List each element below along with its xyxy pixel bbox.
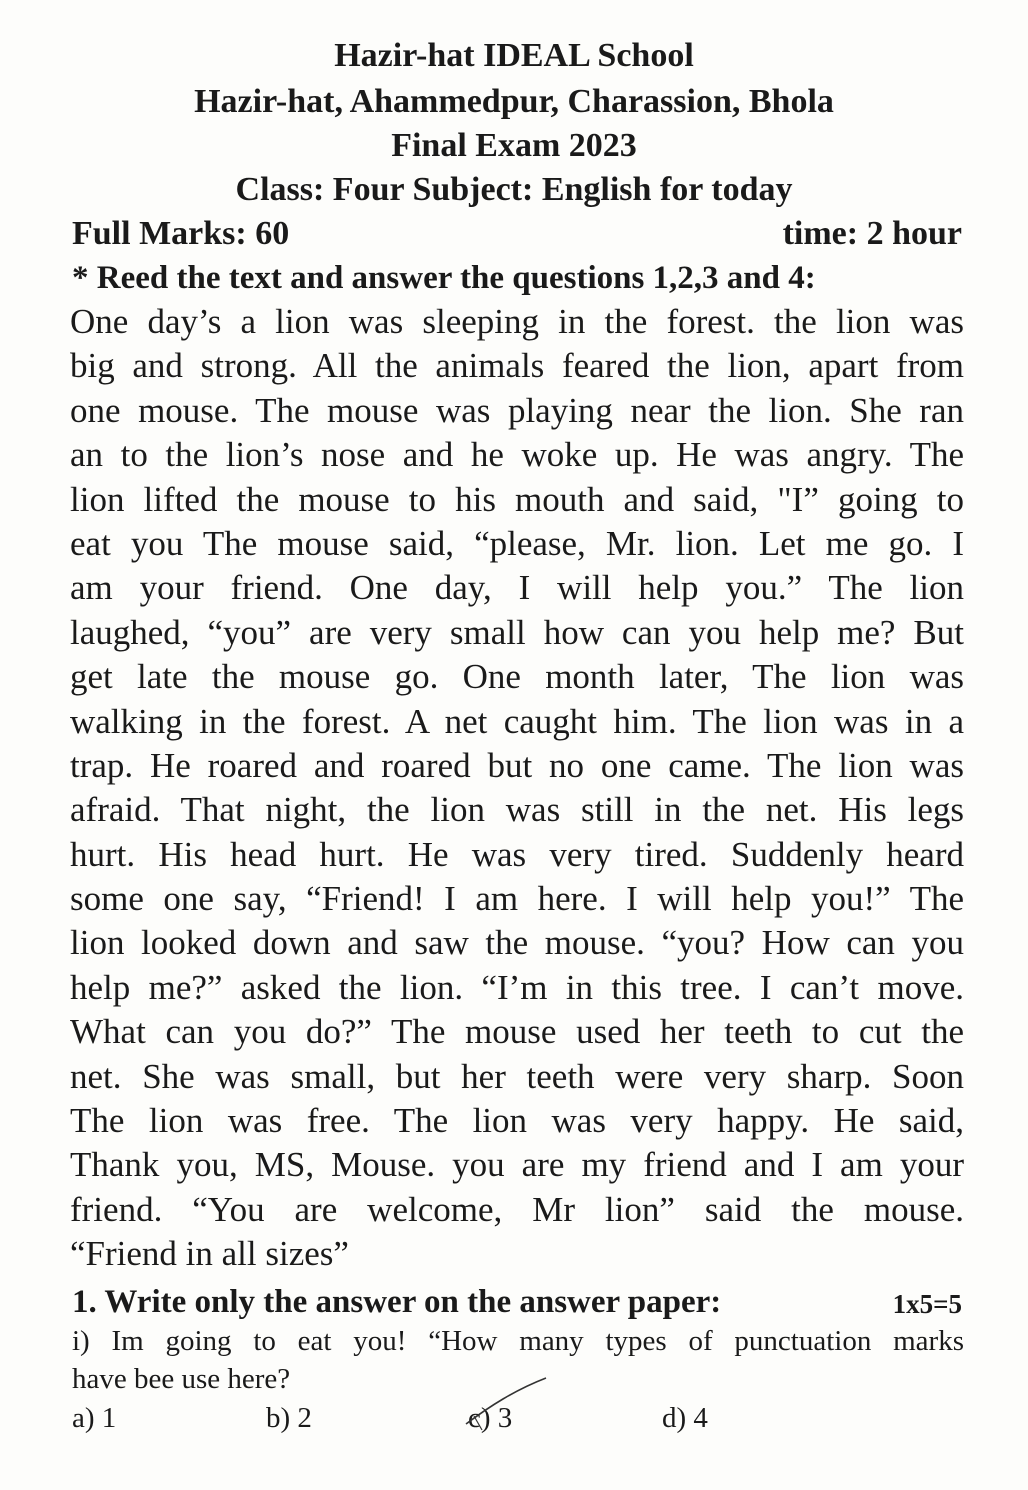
passage-line: trap. He roared and roared but no one came. The lion was [70, 745, 964, 785]
option-b: b) 2 [266, 1402, 312, 1434]
passage-line: lion looked down and saw the mouse. “you? How can you [70, 923, 964, 963]
passage-line: The lion was free. The lion was very happy. He said, [70, 1101, 964, 1141]
passage-line: an to the lion’s nose and he woke up. He was angry. The [70, 435, 964, 475]
passage-line: What can you do?” The mouse used her teeth to cut the [70, 1012, 964, 1052]
passage-line: net. She was small, but her teeth were very sharp. Soon [70, 1056, 964, 1096]
passage-line: afraid. That night, the lion was still in the net. His legs [70, 790, 964, 830]
passage-line: eat you The mouse said, “please, Mr. lion. Let me go. I [70, 523, 964, 563]
passage-line: one mouse. The mouse was playing near the lion. She ran [70, 390, 964, 430]
school-name: Hazir-hat IDEAL School [334, 37, 694, 74]
school-address: Hazir-hat, Ahammedpur, Charassion, Bhola [194, 83, 834, 120]
question-1-item-i [72, 1322, 964, 1398]
question-1-title: 1. Write only the answer on the answer paper: [72, 1284, 722, 1320]
exam-title: Final Exam 2023 [391, 127, 637, 164]
option-c: c) 3 [468, 1402, 513, 1434]
passage-line: get late the mouse go. One month later, The lion was [70, 657, 964, 697]
exam-time: time: 2 hour [782, 215, 962, 252]
passage-line: some one say, “Friend! I am here. I will help you!” The [70, 879, 964, 919]
question-1-heading [72, 1280, 962, 1324]
passage-line: Thank you, MS, Mouse. you are my friend and I am your [70, 1145, 964, 1185]
passage-line: friend. “You are welcome, Mr lion” said the mouse. [70, 1189, 964, 1229]
full-marks: Full Marks: 60 [72, 215, 290, 252]
passage-line: walking in the forest. A net caught him. The lion was in a [70, 701, 964, 741]
question-line: i) Im going to eat you! “How many types of punctuation marks [72, 1325, 964, 1357]
passage-line: hurt. His head hurt. He was very tired. Suddenly heard [70, 834, 964, 874]
passage-line: “Friend in all sizes” [70, 1234, 349, 1274]
question-1-marks: 1x5=5 [892, 1289, 962, 1319]
passage-line: big and strong. All the animals feared the lion, apart from [70, 346, 964, 386]
passage-line: am your friend. One day, I will help you.” The lion [70, 568, 964, 608]
passage-line: laughed, “you” are very small how can you help me? But [70, 612, 964, 652]
question-line: have bee use here? [72, 1363, 291, 1395]
answer-options [72, 1398, 772, 1438]
reading-passage [70, 300, 964, 1277]
option-a: a) 1 [72, 1402, 117, 1434]
class-subject: Class: Four Subject: English for today [235, 171, 793, 208]
passage-instruction: * Reed the text and answer the questions 1,2,3 and 4: [72, 260, 816, 296]
option-d: d) 4 [662, 1402, 708, 1434]
passage-line: lion lifted the mouse to his mouth and said, "I” going to [70, 479, 964, 519]
passage-line: help me?” asked the lion. “I’m in this tree. I can’t move. [70, 967, 964, 1007]
passage-line: One day’s a lion was sleeping in the forest. the lion was [70, 302, 964, 341]
